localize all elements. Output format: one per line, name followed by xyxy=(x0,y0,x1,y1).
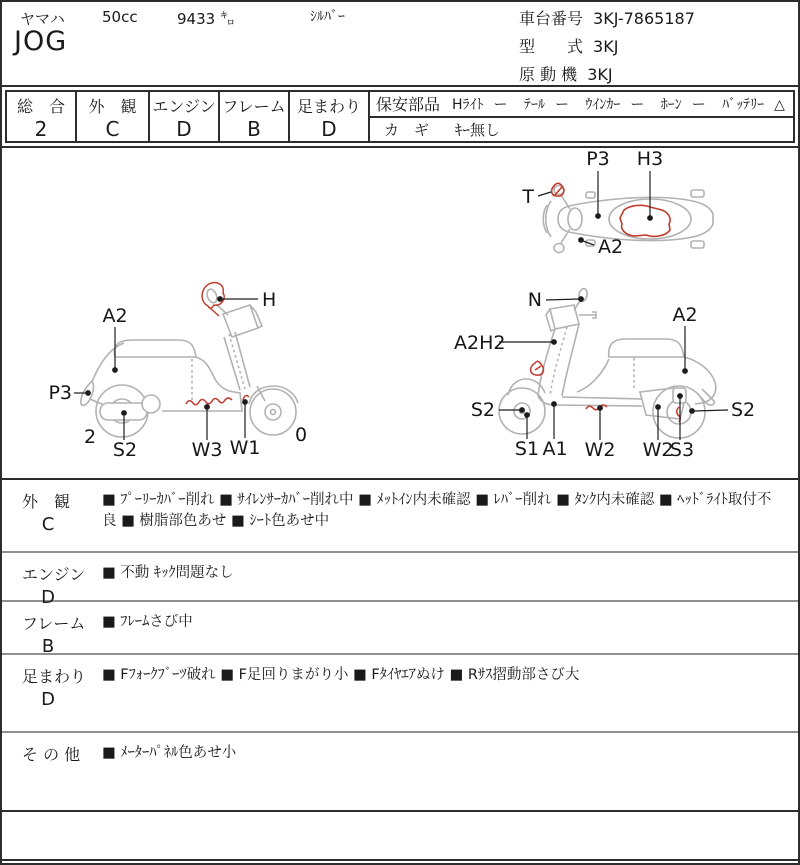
rating-frame-grade: B xyxy=(247,117,261,141)
section-engine-notes: ■ 不動 ｷｯｸ問題なし xyxy=(102,565,234,581)
safety-winker-status: ー xyxy=(630,96,645,113)
type-value: 3KJ xyxy=(593,37,619,56)
vehicle-id-block xyxy=(519,5,695,89)
maker: ヤマハ xyxy=(20,10,65,28)
section-undercarriage-grade: D xyxy=(41,689,55,710)
top-view-damage-marks xyxy=(552,183,671,236)
section-frame xyxy=(2,602,798,655)
section-other-notes: ■ ﾒｰﾀｰﾊﾟﾈﾙ色あせ小 xyxy=(102,745,237,761)
safety-battery-label: ﾊﾞｯﾃﾘｰ xyxy=(722,96,765,113)
safety-headlight xyxy=(452,94,508,114)
left-view-label-a2: A2 xyxy=(102,305,128,327)
top-view-labels xyxy=(521,148,663,258)
safety-tail-status: ー xyxy=(554,96,569,113)
top-view-label-h3: H3 xyxy=(636,148,664,170)
damage-diagram xyxy=(2,146,798,480)
section-undercarriage-label: 足まわり xyxy=(22,667,87,686)
rating-exterior-label: 外 観 xyxy=(88,97,137,116)
rating-overall-label: 総 合 xyxy=(16,97,65,116)
safety-headlight-status: ー xyxy=(493,96,508,113)
top-view-label-t: T xyxy=(522,186,534,208)
section-empty xyxy=(2,812,798,861)
right-view-label-a2: A2 xyxy=(672,304,698,326)
mileage: 9433 ㌔ xyxy=(177,10,235,28)
section-other-label: そ の 他 xyxy=(22,745,81,764)
rating-exterior-grade: C xyxy=(105,117,120,141)
left-view-label-num2: 2 xyxy=(83,426,97,448)
right-view-label-w2-mid: W2 xyxy=(584,439,616,461)
right-view-label-s3: S3 xyxy=(669,439,695,461)
section-frame-grade: B xyxy=(41,636,55,657)
section-exterior-header xyxy=(2,480,102,551)
chassis-value: 3KJ-7865187 xyxy=(593,9,695,28)
section-exterior-grade: C xyxy=(41,514,55,535)
safety-horn xyxy=(661,94,706,114)
safety-winker xyxy=(585,94,644,114)
key-row xyxy=(370,118,793,142)
left-view-label-w1: W1 xyxy=(229,437,261,459)
rating-exterior xyxy=(77,92,150,141)
right-view-label-n: N xyxy=(527,289,542,311)
right-view-label-s2-rear: S2 xyxy=(731,399,756,421)
top-view-label-a2: A2 xyxy=(598,236,624,258)
safety-parts-items xyxy=(452,94,785,114)
safety-battery xyxy=(722,94,785,114)
safety-horn-label: ﾎｰﾝ xyxy=(660,96,682,113)
rating-undercarriage-label: 足まわり xyxy=(296,97,361,116)
header xyxy=(2,2,798,87)
chassis-label: 車台番号 xyxy=(519,9,584,28)
right-view-labels xyxy=(454,289,755,461)
right-view-label-a1: A1 xyxy=(542,438,568,460)
safety-parts-label: 保安部品 xyxy=(376,95,441,115)
safety-headlight-label: Hﾗｲﾄ xyxy=(452,96,484,113)
safety-parts-cell xyxy=(370,92,793,141)
body-color: ｼﾙﾊﾞｰ xyxy=(310,9,345,25)
rating-frame-label: フレーム xyxy=(222,97,286,116)
section-engine-label: エンジン xyxy=(22,565,86,584)
rating-overall-grade: 2 xyxy=(34,117,48,141)
engine-row xyxy=(519,61,695,89)
left-view-label-w3: W3 xyxy=(191,439,223,461)
section-undercarriage-notes: ■ Fﾌｫｰｸﾌﾞｰﾂ破れ ■ F足回りまがり小 ■ Fﾀｲﾔｴｱぬけ ■ Rｻｽ摺動部さび大 xyxy=(102,667,580,683)
safety-winker-label: ｳｲﾝｶｰ xyxy=(585,96,621,113)
rating-overall xyxy=(7,92,77,141)
section-exterior-notes: ■ ﾌﾟｰﾘｰｶﾊﾞｰ削れ ■ ｻｲﾚﾝｻｰｶﾊﾞｰ削れ中 ■ ﾒｯﾄｲﾝ内未確認 ■ ﾚﾊﾞｰ削れ ■ ﾀﾝｸ内未確認 ■ ﾍｯﾄﾞﾗｲﾄ取付不良 ■ 樹脂部色あせ ■ ｼｰﾄ色あせ中 xyxy=(102,492,772,529)
top-view-leaders xyxy=(538,171,652,245)
top-view-drawing xyxy=(543,186,713,253)
rating-engine-label: エンジン xyxy=(152,97,216,116)
rating-table xyxy=(5,90,795,143)
section-frame-header xyxy=(2,602,102,657)
right-view-label-s1: S1 xyxy=(514,438,540,460)
key-status: ｷｰ無し xyxy=(455,120,501,139)
safety-tail-label: ﾃｰﾙ xyxy=(523,96,545,113)
rating-undercarriage-grade: D xyxy=(321,117,337,141)
type-row xyxy=(519,33,695,61)
left-view-label-h: H xyxy=(262,289,277,311)
left-view-label-num0: 0 xyxy=(294,424,308,446)
right-view-label-a2h2: A2H2 xyxy=(454,332,506,354)
section-engine-header xyxy=(2,553,102,608)
safety-tail xyxy=(524,94,569,114)
left-view-label-s2: S2 xyxy=(112,439,138,461)
right-view-label-s2-front: S2 xyxy=(470,399,495,421)
section-engine-grade: D xyxy=(41,587,55,608)
safety-parts-row xyxy=(370,92,793,118)
section-undercarriage-header xyxy=(2,655,102,731)
section-frame-notes: ■ ﾌﾚｰﾑさび中 xyxy=(102,614,193,630)
section-other-header xyxy=(2,733,102,810)
model-name: JOG xyxy=(14,26,68,57)
rating-engine xyxy=(150,92,220,141)
safety-horn-status: ー xyxy=(691,96,706,113)
displacement: 50cc xyxy=(102,8,138,26)
safety-battery-status: △ xyxy=(774,96,785,113)
section-frame-label: フレーム xyxy=(22,614,86,633)
right-view-label-w2-rear: W2 xyxy=(642,439,674,461)
section-exterior xyxy=(2,480,798,553)
type-label: 型 式 xyxy=(519,37,584,56)
section-engine xyxy=(2,553,798,608)
rating-engine-grade: D xyxy=(176,117,192,141)
section-other xyxy=(2,733,798,812)
engine-label: 原 動 機 xyxy=(519,65,578,84)
section-exterior-label: 外 観 xyxy=(22,492,71,511)
rating-undercarriage xyxy=(290,92,370,141)
rating-frame xyxy=(220,92,290,141)
engine-value: 3KJ xyxy=(587,65,613,84)
chassis-number-row xyxy=(519,5,695,33)
top-view-label-p3: P3 xyxy=(586,148,610,170)
key-label: カ ギ xyxy=(384,120,430,139)
scooter-diagram-svg xyxy=(2,148,798,478)
left-view-label-p3: P3 xyxy=(48,382,72,404)
section-undercarriage xyxy=(2,655,798,733)
